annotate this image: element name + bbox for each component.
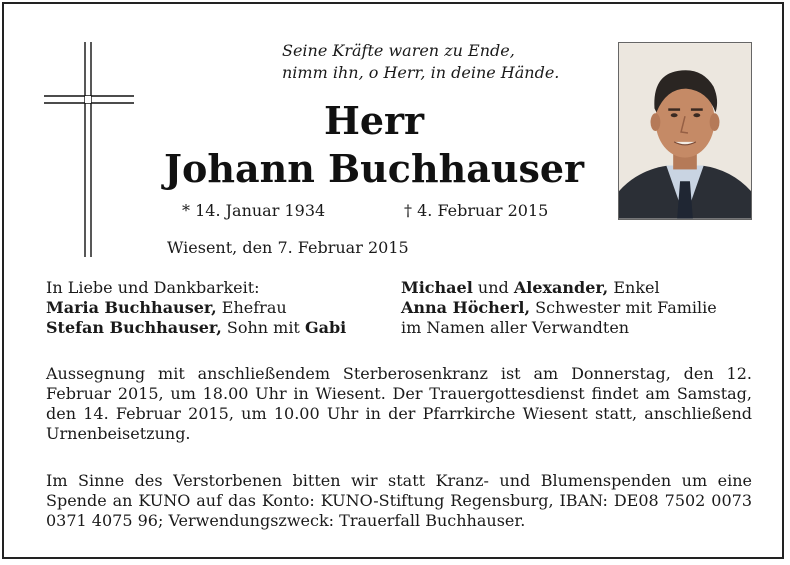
mourner-line xyxy=(46,278,346,298)
mourner-line xyxy=(401,298,717,318)
salutation: Herr xyxy=(323,98,425,143)
mourner-relation: und xyxy=(472,278,514,297)
verse xyxy=(282,40,559,84)
mourner-text: im Namen aller Verwandten xyxy=(401,318,630,337)
cross-icon xyxy=(44,42,134,257)
mourner-relation: Schwester mit Familie xyxy=(530,298,717,317)
place-date: Wiesent, den 7. Februar 2015 xyxy=(167,238,409,257)
service-paragraph: Aussegnung mit anschließendem Sterberosenkranz ist am Donnerstag, den 12. Februar 2015, um 18.00 Uhr in Wiesent. Der Trauergottesdienst findet am Samstag, den 14. Februar 2015, um 10.00 Uhr in der Pfarrkirche Wiesent statt, anschließend Urnenbeisetzung. xyxy=(46,364,752,443)
mourner-text: In Liebe und Dankbarkeit: xyxy=(46,278,260,297)
mourner-name: Stefan Buchhauser, xyxy=(46,318,222,337)
mourner-relation: Ehefrau xyxy=(216,298,287,317)
mourners-left xyxy=(46,278,346,338)
mourner-name: Anna Höcherl, xyxy=(401,298,531,317)
mourner-relation: Sohn mit xyxy=(221,318,305,337)
mourner-line xyxy=(401,278,717,298)
mourner-name: Maria Buchhauser, xyxy=(46,298,217,317)
mourner-line xyxy=(46,318,346,338)
birth-date: * 14. Januar 1934 xyxy=(182,201,326,220)
death-date: † 4. Februar 2015 xyxy=(404,201,549,220)
portrait-illustration xyxy=(619,43,751,219)
mourner-name: Alexander, xyxy=(513,278,609,297)
mourners-right xyxy=(401,278,717,338)
verse-line: Seine Kräfte waren zu Ende, xyxy=(282,41,515,60)
verse-line: nimm ihn, o Herr, in deine Hände. xyxy=(282,63,560,82)
portrait-photo xyxy=(618,42,752,220)
mourner-line xyxy=(401,318,717,338)
mourner-line xyxy=(46,298,346,318)
obituary-card xyxy=(2,2,784,559)
mourner-name: Michael xyxy=(401,278,473,297)
donation-paragraph: Im Sinne des Verstorbenen bitten wir statt Kranz- und Blumenspenden um eine Spende an KUNO auf das Konto: KUNO-Stiftung Regensburg, IBAN: DE08 7502 0073 0371 4075 96; Verwendungszweck: Trauerfall Buchhauser. xyxy=(46,471,752,530)
mourner-relation: Enkel xyxy=(608,278,660,297)
mourner-name: Gabi xyxy=(304,318,347,337)
deceased-name: Johann Buchhauser xyxy=(164,146,585,191)
